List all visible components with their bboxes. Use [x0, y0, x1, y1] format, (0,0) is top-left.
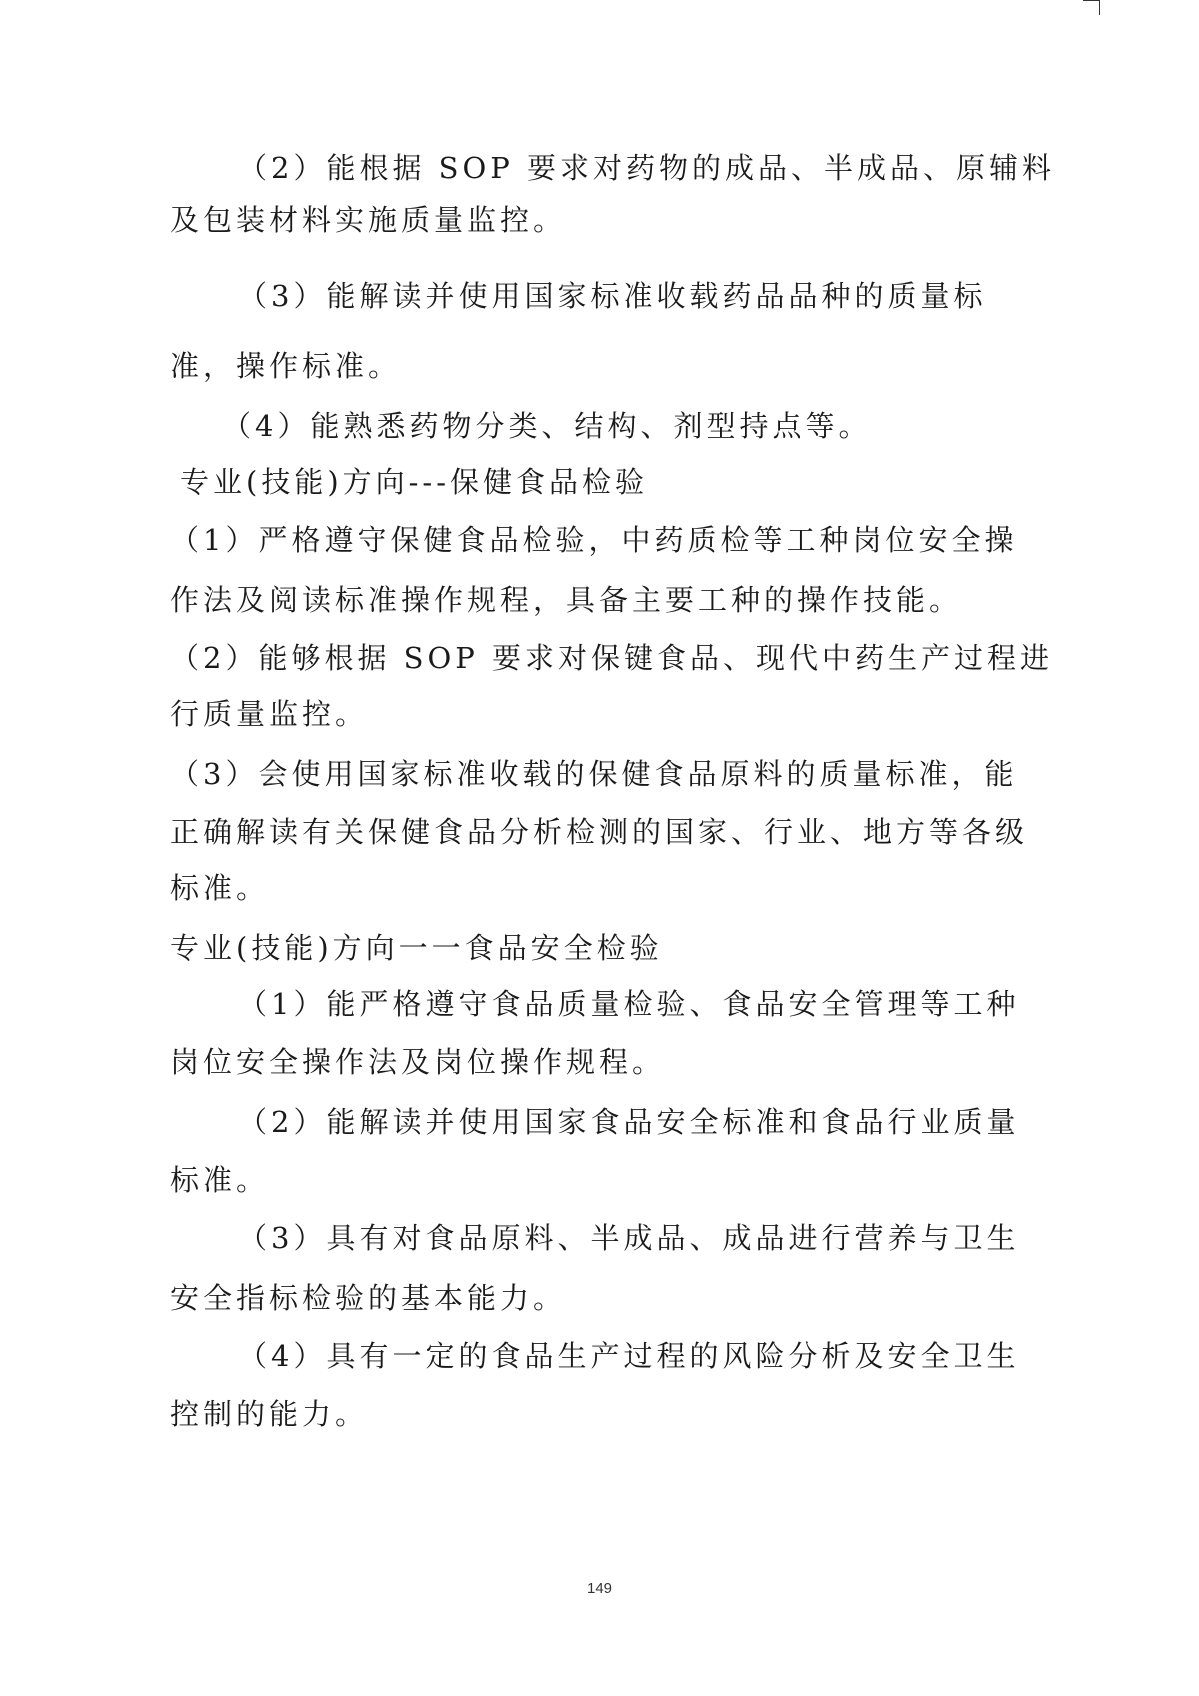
text-line: 岗位安全操作法及岗位操作规程。 — [170, 1045, 666, 1079]
text-line: 标准。 — [170, 1163, 270, 1197]
page-number: 149 — [586, 1580, 613, 1597]
text-line: （2）能根据 SOP 要求对药物的成品、半成品、原辅料 — [238, 151, 1056, 185]
text-line: 安全指标检验的基本能力。 — [170, 1281, 567, 1315]
text-line: 控制的能力。 — [170, 1397, 369, 1431]
crop-mark — [1083, 0, 1100, 15]
text-line: （2）能够根据 SOP 要求对保键食品、现代中药生产过程进 — [170, 641, 1054, 675]
section-heading: 专业(技能)方向---保健食品检验 — [180, 465, 649, 499]
text-line: （2）能解读并使用国家食品安全标准和食品行业质量 — [238, 1105, 1020, 1139]
text-line: 行质量监控。 — [170, 697, 369, 731]
section-heading: 专业(技能)方向一一食品安全检验 — [170, 931, 663, 965]
text-line: （4）具有一定的食品生产过程的风险分析及安全卫生 — [238, 1339, 1020, 1373]
text-line: 正确解读有关保健食品分析检测的国家、行业、地方等各级 — [170, 815, 1029, 849]
text-line: 及包装材料实施质量监控。 — [170, 203, 567, 237]
text-line: 标准。 — [170, 871, 270, 905]
text-line: 作法及阅读标准操作规程，具备主要工种的操作技能。 — [170, 583, 963, 617]
text-line: 准，操作标准。 — [170, 349, 402, 383]
text-line: （1）能严格遵守食品质量检验、食品安全管理等工种 — [238, 987, 1020, 1021]
text-line: （1）严格遵守保健食品检验，中药质检等工种岗位安全操 — [170, 523, 1018, 557]
text-line: （4）能熟悉药物分类、结构、剂型持点等。 — [222, 409, 872, 443]
text-line: （3）具有对食品原料、半成品、成品进行营养与卫生 — [238, 1221, 1020, 1255]
text-line: （3）能解读并使用国家标准收载药品品种的质量标 — [238, 279, 987, 313]
text-line: （3）会使用国家标准收载的保健食品原料的质量标准，能 — [170, 757, 1018, 791]
